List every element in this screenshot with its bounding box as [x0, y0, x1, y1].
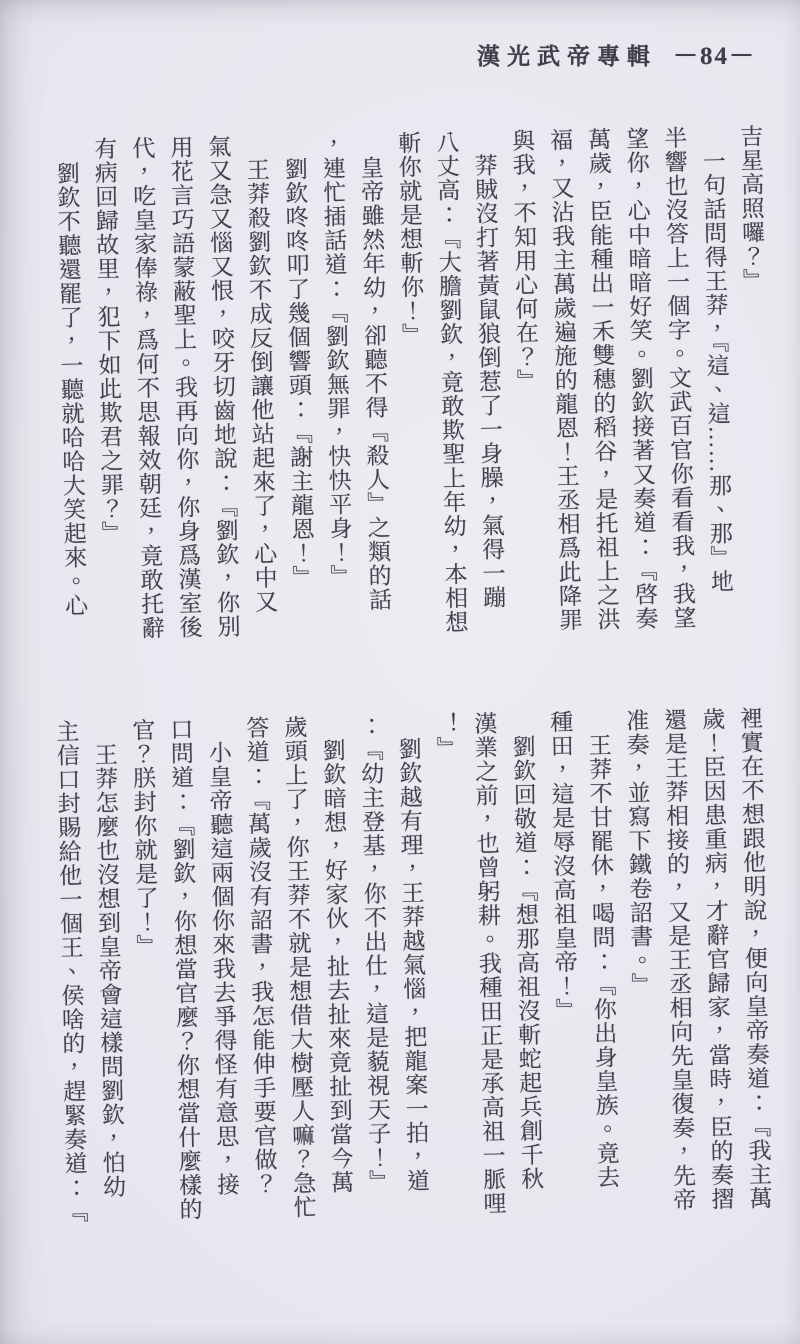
- text-column: 與我，不知用心何在？』: [509, 128, 540, 393]
- text-column: 答道：『萬歲沒有詔書，我怎能伸手要官做？: [243, 715, 278, 1196]
- page-number: －84－: [672, 43, 756, 70]
- text-column: 吉星高照囉？』: [737, 124, 766, 293]
- text-column: 劉欽越有理，王莽越氣惱，把龍案一拍，道: [395, 712, 430, 1194]
- text-column: 劉欽回敬道：『想那高祖沒斬蛇起兵創千秋: [509, 710, 544, 1191]
- text-column: ：『幼主登基，你不出仕，這是藐視天子！』: [357, 713, 392, 1194]
- text-column: 劉欽咚咚叩了幾個響頭：『謝主龍恩！』: [281, 132, 315, 590]
- text-column: 劉欽暗想，好家伙，扯去扯來竟扯到當今萬: [319, 714, 354, 1195]
- text-column: 代，吃皇家俸祿，爲何不思報效朝廷，竟敢托辭: [129, 135, 164, 641]
- text-column: 氣又急又惱又恨，咬牙切齒地說：『劉欽，你別: [205, 134, 240, 639]
- text-column: 種田，這是辱沒高祖皇帝！』: [547, 709, 579, 1023]
- text-column: 斬你就是想斬你！』: [395, 130, 425, 348]
- text-column: 八丈高：『大膽劉欽，竟敢欺聖上年幼，本相想: [433, 129, 468, 635]
- text-column: 劉欽不聽還罷了，一聽就哈哈大笑起來。心: [53, 137, 88, 618]
- text-block-bottom: [44, 706, 779, 1290]
- text-column: 王莽殺劉欽不成反倒讓他站起來了，心中又: [243, 133, 278, 614]
- text-column: ，連忙插話道：『劉欽無罪，快快平身！』: [319, 132, 353, 589]
- text-column: 小皇帝聽這兩個你來我去爭得怪有意思，接: [205, 716, 240, 1197]
- text-column: 望你，心中暗暗好笑。劉欽接著又奏道：『啓奏: [623, 126, 658, 631]
- text-column: 口問道：『劉欽，你想當官麼？你想當什麼樣的: [167, 717, 202, 1222]
- text-column: 有病回歸故里，犯下如此欺君之罪？』: [91, 136, 124, 545]
- text-column: 福，又沾我主萬歲遍施的龍恩！王丞相爲此降罪: [547, 127, 582, 633]
- text-column: 准奏，並寫下鐵卷詔書。』: [623, 708, 654, 997]
- text-column: 王莽怎麼也沒想到皇帝會這樣問劉欽，怕幼: [91, 718, 126, 1199]
- text-column: 歲頭上了，你王莽不就是想借大樹壓人嘛？急忙: [281, 714, 316, 1220]
- page-header: [477, 36, 756, 72]
- book-title: 漢光武帝專輯: [476, 44, 657, 69]
- text-column: 官？朕封你就是了！』: [129, 717, 159, 959]
- text-column: 裡實在不想跟他明說，便向皇帝奏道：『我主萬: [737, 706, 772, 1211]
- text-column: 主信口封賜給他一個王、侯啥的，趕緊奏道：『: [53, 719, 88, 1224]
- text-column: 歲！臣因患重病，才辭官歸家，當時，臣的奏摺: [699, 706, 734, 1212]
- text-column: 皇帝雖然年幼，卻聽不得『殺人』之類的話: [357, 131, 392, 612]
- text-column: ！』: [433, 711, 459, 761]
- text-column: 半響也沒答上一個字。文武百官你看看我，我望: [661, 125, 696, 630]
- text-column: 萬歲，臣能種出一禾雙穗的稻谷，是托祖上之洪: [585, 127, 620, 632]
- text-column: 還是王莽相接的，又是王丞相向先皇復奏，先帝: [661, 707, 696, 1212]
- text-column: 一句話問得王莽，『這、這……那、那』地: [699, 124, 734, 594]
- text-column: 用花言巧語蒙蔽聖上。我再向你，你身爲漢室後: [167, 135, 202, 640]
- text-column: 王莽不甘罷休，喝問：『你出身皇族。竟去: [585, 709, 620, 1190]
- text-block-top: [44, 124, 778, 686]
- text-column: 漢業之前，也曾躬耕。我種田正是承高祖一脈哩: [471, 711, 506, 1216]
- text-column: 莽賊沒打著黃鼠狼倒惹了一身臊，氣得一蹦: [471, 129, 506, 610]
